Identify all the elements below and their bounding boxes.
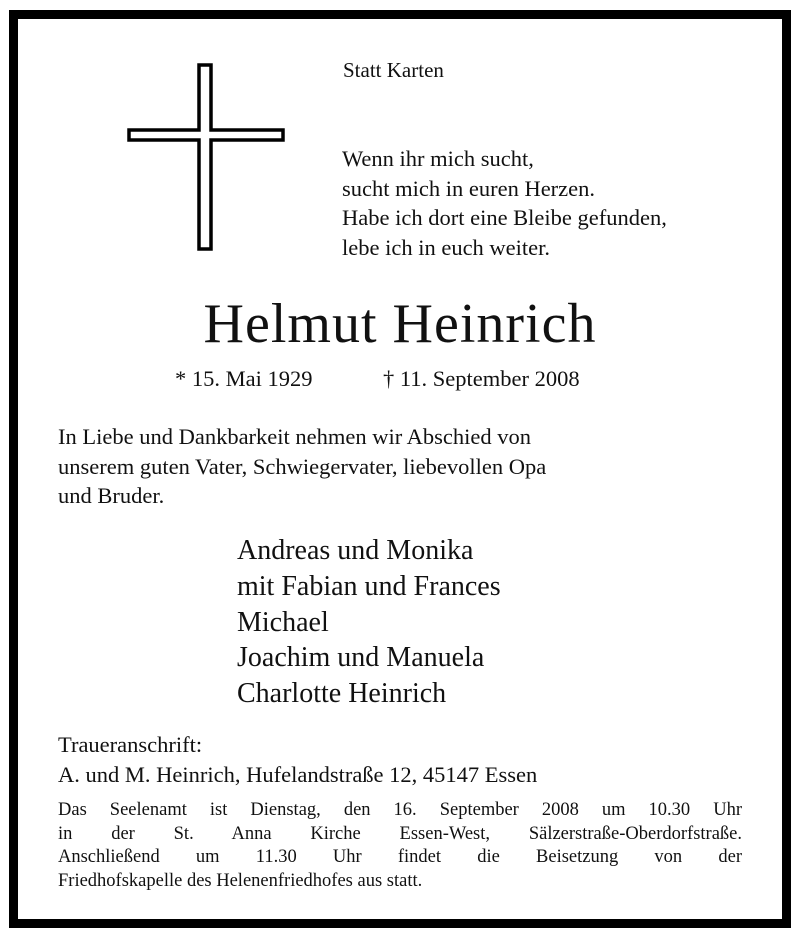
poem-line: Habe ich dort eine Bleibe gefunden, — [342, 205, 667, 231]
farewell-text — [58, 422, 546, 511]
service-line: in der St. Anna Kirche Essen-West, Sälzerstraße-Oberdorfstraße. — [58, 823, 742, 844]
poem-line: sucht mich in euren Herzen. — [342, 175, 596, 201]
poem-line: Wenn ihr mich sucht, — [342, 146, 534, 171]
mourning-address — [58, 730, 537, 790]
family-line: Michael — [237, 606, 329, 638]
service-line: Anschließend um 11.30 Uhr findet die Beisetzung von der — [58, 847, 742, 868]
service-notice — [58, 799, 742, 893]
family-list — [237, 533, 501, 712]
family-line: Andreas und Monika — [237, 535, 474, 566]
farewell-line: In Liebe und Dankbarkeit nehmen wir Abschied von — [58, 424, 531, 449]
statt-karten-label: Statt Karten — [343, 58, 444, 82]
deceased-name: Helmut Heinrich — [203, 293, 597, 355]
address-label: Traueranschrift: — [58, 732, 203, 757]
poem-line: lebe ich in euch weiter. — [342, 235, 551, 261]
poem — [342, 144, 667, 263]
service-line: Das Seelenamt ist Dienstag, den 16. September 2008 um 10.30 Uhr — [58, 800, 742, 820]
family-line: mit Fabian und Frances — [237, 570, 501, 602]
farewell-line: unserem guten Vater, Schwiegervater, liebevollen Opa — [58, 453, 547, 479]
family-line: Charlotte Heinrich — [237, 678, 447, 710]
address-value: A. und M. Heinrich, Hufelandstraße 12, 45147 Essen — [58, 762, 538, 787]
service-line: Friedhofskapelle des Helenenfriedhofes aus statt. — [58, 870, 423, 891]
birth-date: * 15. Mai 1929 — [175, 366, 313, 391]
cross-icon — [127, 63, 287, 251]
family-line: Joachim und Manuela — [237, 642, 485, 674]
farewell-line: und Bruder. — [58, 483, 165, 508]
death-date: † 11. September 2008 — [383, 366, 580, 391]
